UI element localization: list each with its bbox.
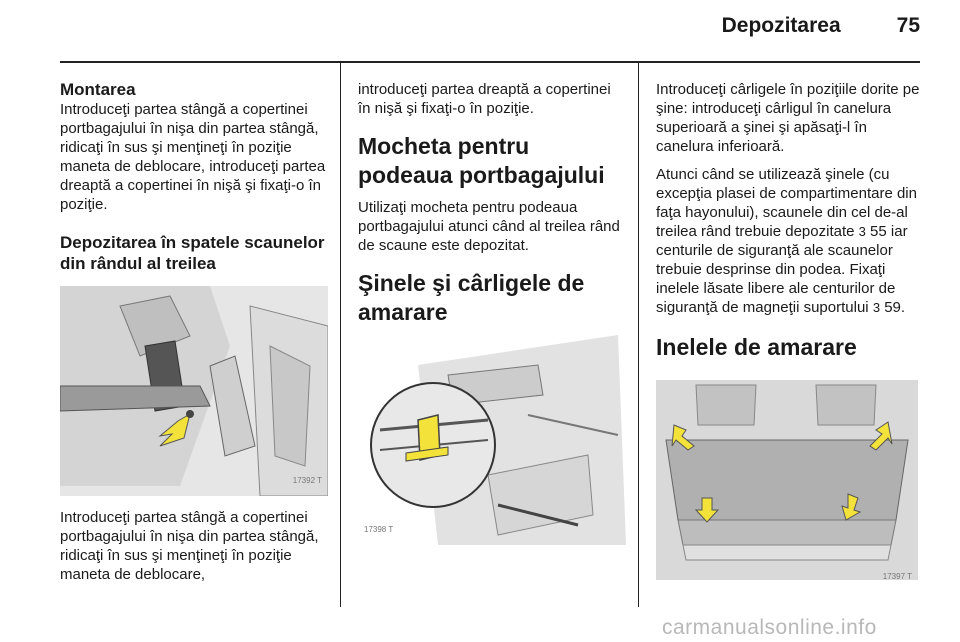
paragraph-mocheta: Utilizaţi mocheta pentru podeaua portbagajului atunci când al treilea rând de scaune este depozitat. bbox=[358, 199, 620, 254]
figure-code: 17398 T bbox=[364, 525, 394, 534]
heading-depozitare-spatele: Depozitarea în spatele scaunelor din rândul al treilea bbox=[60, 233, 325, 273]
header-rule bbox=[60, 61, 920, 63]
paragraph-continuation: introduceţi partea dreaptă a copertinei în nişă şi fixaţi-o în poziţie. bbox=[358, 81, 611, 117]
column-2 bbox=[358, 68, 626, 545]
paragraph-sine bbox=[656, 165, 922, 317]
figure-17398 bbox=[358, 335, 626, 545]
paragraph-sine-part3: 59. bbox=[884, 299, 906, 316]
page-header bbox=[722, 14, 920, 38]
watermark: carmanualsonline.info bbox=[662, 616, 877, 639]
page-reference-icon[interactable]: 3 bbox=[872, 300, 881, 315]
page-reference-icon[interactable]: 3 bbox=[858, 224, 866, 239]
section-title: Depozitarea bbox=[721, 14, 841, 37]
column-divider-1 bbox=[340, 62, 341, 607]
paragraph-montarea: Introduceţi partea stângă a copertinei portbagajului în nişa din partea stângă, ridicaţi în sus şi menţineţi în poziţie maneta de deblocare, introduceţi partea dreaptă a copertinei în nişă şi fixaţi-o în poziţie. bbox=[60, 101, 326, 213]
column-divider-2 bbox=[638, 62, 639, 607]
column-1 bbox=[60, 68, 328, 593]
heading-montarea: Montarea bbox=[60, 80, 136, 99]
heading-mocheta: Mocheta pentru podeaua portbagajului bbox=[358, 133, 605, 188]
figure-17392 bbox=[60, 286, 328, 496]
figure-code: 17392 T bbox=[292, 476, 322, 485]
column-3 bbox=[656, 68, 922, 590]
page-number: 75 bbox=[896, 14, 920, 37]
paragraph-introduceti: Introduceţi partea stângă a copertinei portbagajului în nişa din partea stângă, ridicaţi în sus şi menţineţi în poziţie maneta de deblocare, bbox=[60, 509, 319, 583]
figure-illustration-rails-hooks bbox=[358, 335, 626, 545]
heading-inelele: Inelele de amarare bbox=[656, 334, 857, 360]
paragraph-sine-part2: 55 iar centurile de siguranţă ale scaunelor trebuie desprinse din podea. Fixaţi inelele lăsate libere ale centurilor de siguranţă de magneţii suportului bbox=[656, 223, 908, 316]
figure-illustration-lashing-rings bbox=[656, 370, 918, 590]
figure-17397 bbox=[656, 370, 918, 590]
paragraph-sine-part1: Atunci când se utilizează şinele (cu excepţia plasei de compartimentare din faţa hayonului), scaunele din cel de-al treilea rând trebuie depozitate bbox=[656, 166, 917, 240]
figure-illustration-seat-mechanism bbox=[60, 286, 328, 496]
heading-sinele: Şinele şi cârligele de amarare bbox=[358, 270, 585, 325]
figure-code: 17397 T bbox=[882, 572, 912, 581]
paragraph-carlige: Introduceţi cârligele în poziţiile dorite pe şine: introduceţi cârligul în canelura superioară a şinei şi apăsaţi-l în canelura inferioară. bbox=[656, 81, 920, 155]
